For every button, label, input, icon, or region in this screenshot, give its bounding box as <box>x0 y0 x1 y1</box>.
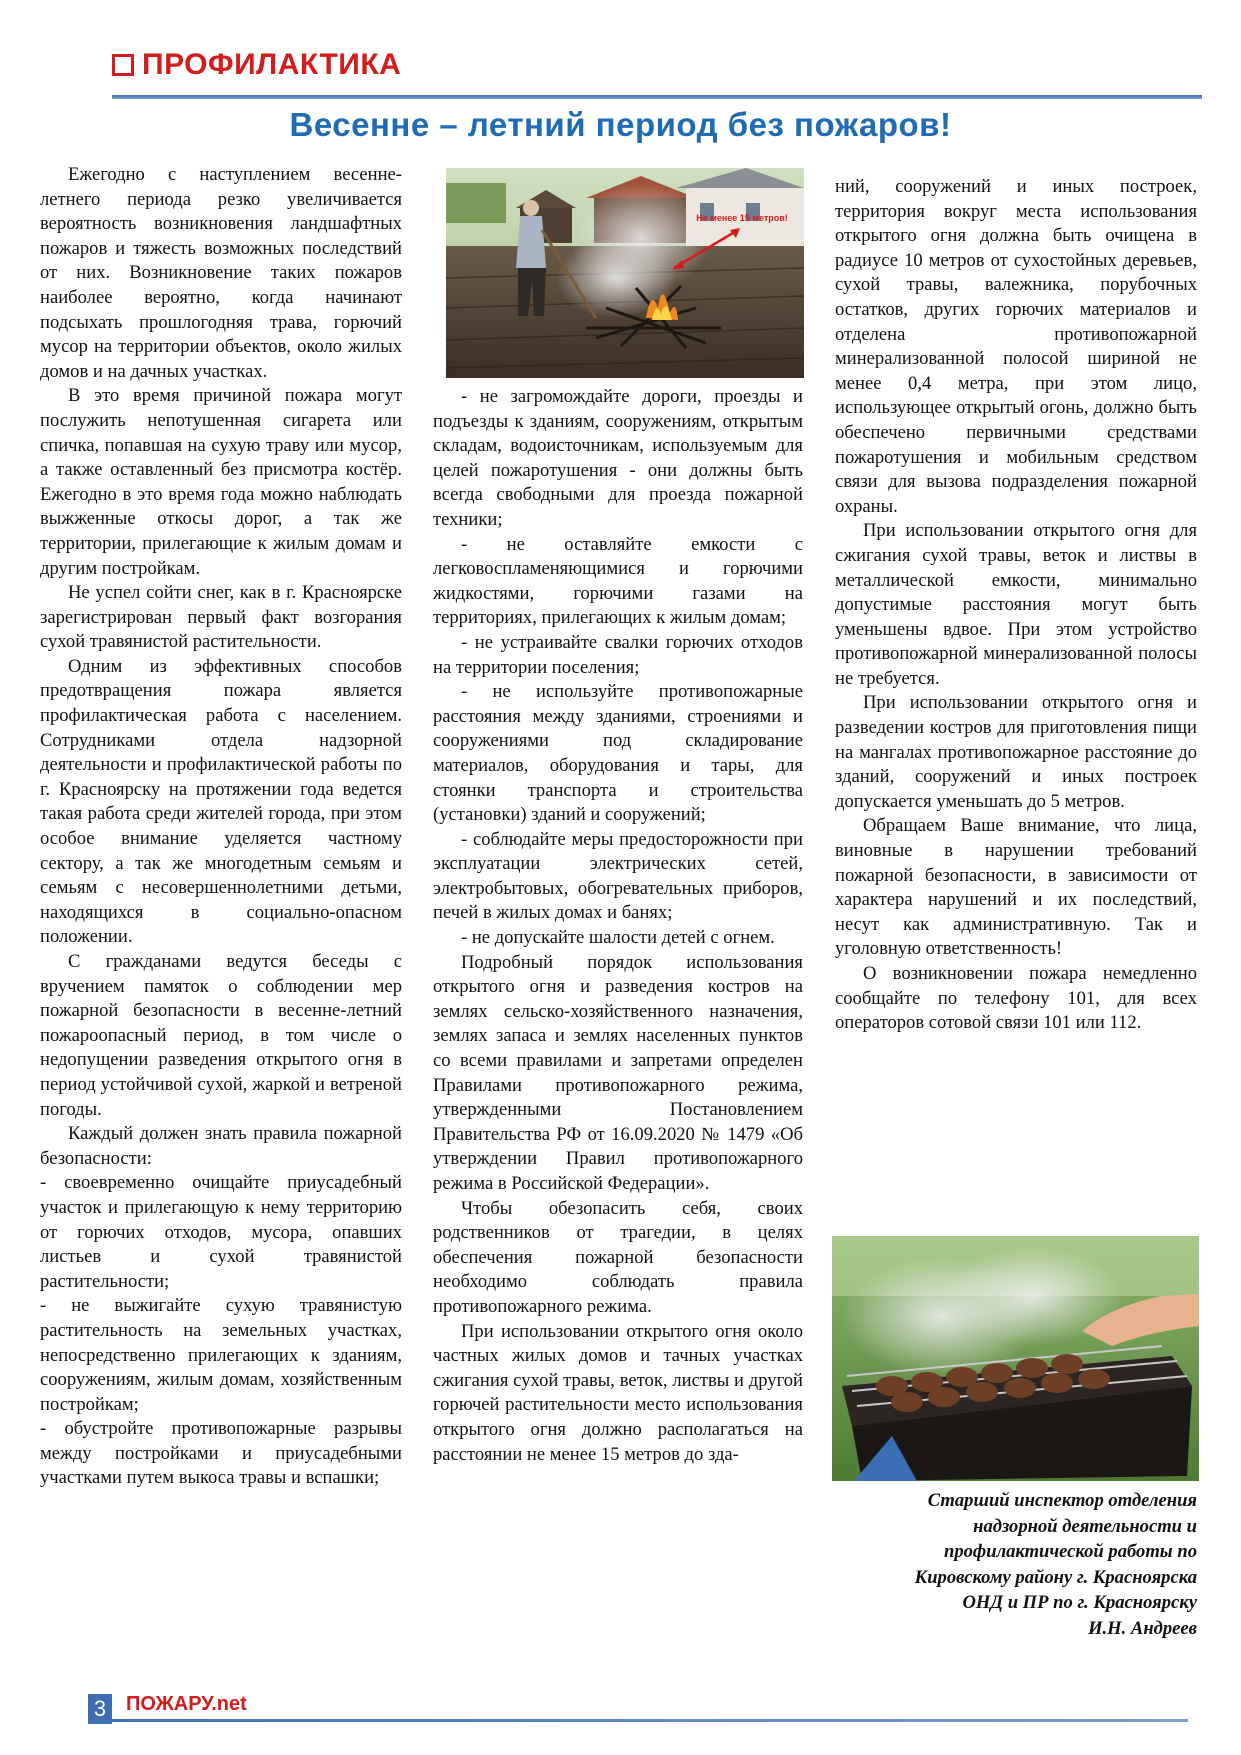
paragraph: С гражданами ведутся беседы с вручением памяток о соблюдении мер пожарной безопасности в весенне-летний пожароопасный период, в том числе о недопущении разведения открытого огня в период устойчивой сухой, жаркой и ветреной погоды. <box>40 951 402 1120</box>
rule-item: - обустройте противопожарные разрывы между постройками и приусадебными участками путем выкоса травы и вспашки; <box>40 1418 402 1489</box>
checkbox-square-icon <box>112 54 134 76</box>
rule-item: - не устраивайте свалки горючих отходов на территории поселения; <box>433 631 803 678</box>
paragraph: Одним из эффективных способов предотвращения пожара является профилактическая работа с населением. Сотрудниками отдела надзорной деятельности и профилактической работы по г. Красноярску на протяжении года ведется такая работа среди жителей города, при этом особое внимание уделяется частному сектору, а так же многодетным семьям и семьям с несовершеннолетними детьми, находящихся в социально-опасном положении. <box>40 655 402 948</box>
author-signature: Старший инспектор отделения надзорной деятельности и профилактической работы по Кировскому району г. Красноярска ОНД и ПР по г. Красноярску И.Н. Андреев <box>914 1490 1197 1639</box>
bonfire-photo <box>446 168 804 378</box>
column-1 <box>40 163 402 1491</box>
page-number: 3 <box>88 1694 112 1724</box>
header-rule <box>112 95 1202 99</box>
paragraph: Чтобы обезопасить себя, своих родственников от трагедии, в целях обеспечения пожарной безопасности необходимо соблюдать правила противопожарного режима. <box>433 1197 803 1317</box>
rule-item: - не оставляйте емкости с легковоспламеняющимися и горючими жидкостями, горючими газами на территориях, прилегающих к жилым домам; <box>433 533 803 629</box>
paragraph: При использовании открытого огня и разведении костров для приготовления пищи на мангалах противопожарное расстояние до зданий, сооружений и иных построек допускается уменьшать до 5 метров. <box>835 692 1197 812</box>
column-3 <box>835 175 1197 1036</box>
rule-item: - соблюдайте меры предосторожности при эксплуатации электрических сетей, электробытовых, обогревательных приборов, печей в жилых домах и банях; <box>433 828 803 924</box>
distance-label: Не менее 15 метров! <box>696 213 788 223</box>
paragraph: При использовании открытого огня для сжигания сухой травы, веток и листвы в металлической емкости, минимально допустимые расстояния могут быть уменьшены вдвое. При этом устройство противопожарной минерализованной полосы не требуется. <box>835 520 1197 689</box>
grill-photo <box>832 1236 1199 1481</box>
paragraph: О возникновении пожара немедленно сообщайте по телефону 101, для всех операторов сотовой связи 101 или 112. <box>835 963 1197 1034</box>
section-header <box>112 48 401 82</box>
paragraph: Подробный порядок использования открытого огня и разведения костров на землях сельско-хозяйственного назначения, землях запаса и землях населенных пунктов со всеми правилами и запретами определен Правилами противопожарного режима, утвержденными Постановлением Правительства РФ от 16.09.2020 № 1479 «Об утверждении Правил противопожарного режима в Российской Федерации». <box>433 951 803 1194</box>
rule-item: - не выжигайте сухую травянистую растительность на земельных участках, непосредственно прилегающих к зданиям, сооружениям, жилым домам, хозяйственным постройкам; <box>40 1295 402 1415</box>
paragraph: Не успел сойти снег, как в г. Красноярске зарегистрирован первый факт возгорания сухой травянистой растительности. <box>40 582 402 653</box>
footer-brand: ПОЖАРУ.net <box>126 1693 247 1715</box>
rule-item: - не допускайте шалости детей с огнем. <box>461 927 775 949</box>
paragraph: Ежегодно с наступлением весенне-летнего периода резко увеличивается вероятность возникновения ландшафтных пожаров и тяжесть возможных последствий от них. Возникновение таких пожаров наиболее вероятно, когда начинают подсыхать прошлогодняя трава, горючий мусор на территории объектов, около жилых домов и на дачных участках. <box>40 164 402 382</box>
paragraph: Обращаем Ваше внимание, что лица, виновные в нарушении требований пожарной безопасности, в зависимости от характера нарушений и их последствий, несут как административную. Так и уголовную ответственность! <box>835 815 1197 960</box>
rule-item: - не используйте противопожарные расстояния между зданиями, строениями и сооружениями под складирование материалов, оборудования и тары, для стоянки транспорта и строительства (установки) зданий и сооружений; <box>433 681 803 826</box>
paragraph: Каждый должен знать правила пожарной безопасности: <box>40 1123 402 1169</box>
paragraph: ний, сооружений и иных построек, территория вокруг места использования открытого огня должна быть очищена в радиусе 10 метров от сухостойных деревьев, сухой травы, валежника, порубочных остатков, других горючих материалов и отделена противопожарной минерализованной полосой шириной не менее 0,4 метра, при этом лицо, использующее открытый огонь, должно быть обеспечено первичными средствами пожаротушения и мобильным средством связи для вызова подразделения пожарной охраны. <box>835 176 1197 517</box>
section-title: ПРОФИЛАКТИКА <box>142 48 402 81</box>
paragraph: При использовании открытого огня около частных жилых домов и тачных участках сжигания сухой травы, веток, листвы и другой горючей растительности место использования открытого огня должно располагаться на расстоянии не менее 15 метров до зда- <box>433 1320 803 1465</box>
footer-rule <box>90 1719 1188 1722</box>
rule-item: - не загромождайте дороги, проезды и подъезды к зданиям, сооружениям, открытым складам, водоисточникам, используемым для целей пожаротушения - они должны быть всегда свободными для проезда пожарной техники; <box>433 386 803 530</box>
article-headline: Весенне – летний период без пожаров! <box>289 106 952 143</box>
column-2 <box>433 385 803 1467</box>
rule-item: - своевременно очищайте приусадебный участок и прилегающую к нему территорию от горючих отходов, мусора, опавших листьев и сухой травянистой растительности; <box>40 1172 402 1292</box>
paragraph: В это время причиной пожара могут послужить непотушенная сигарета или спичка, попавшая на сухую траву или мусор, а также оставленный без присмотра костёр. Ежегодно в это время года можно наблюдать выжженные откосы дорог, а так же территории, прилегающие к жилым домам и другим постройкам. <box>40 385 402 579</box>
